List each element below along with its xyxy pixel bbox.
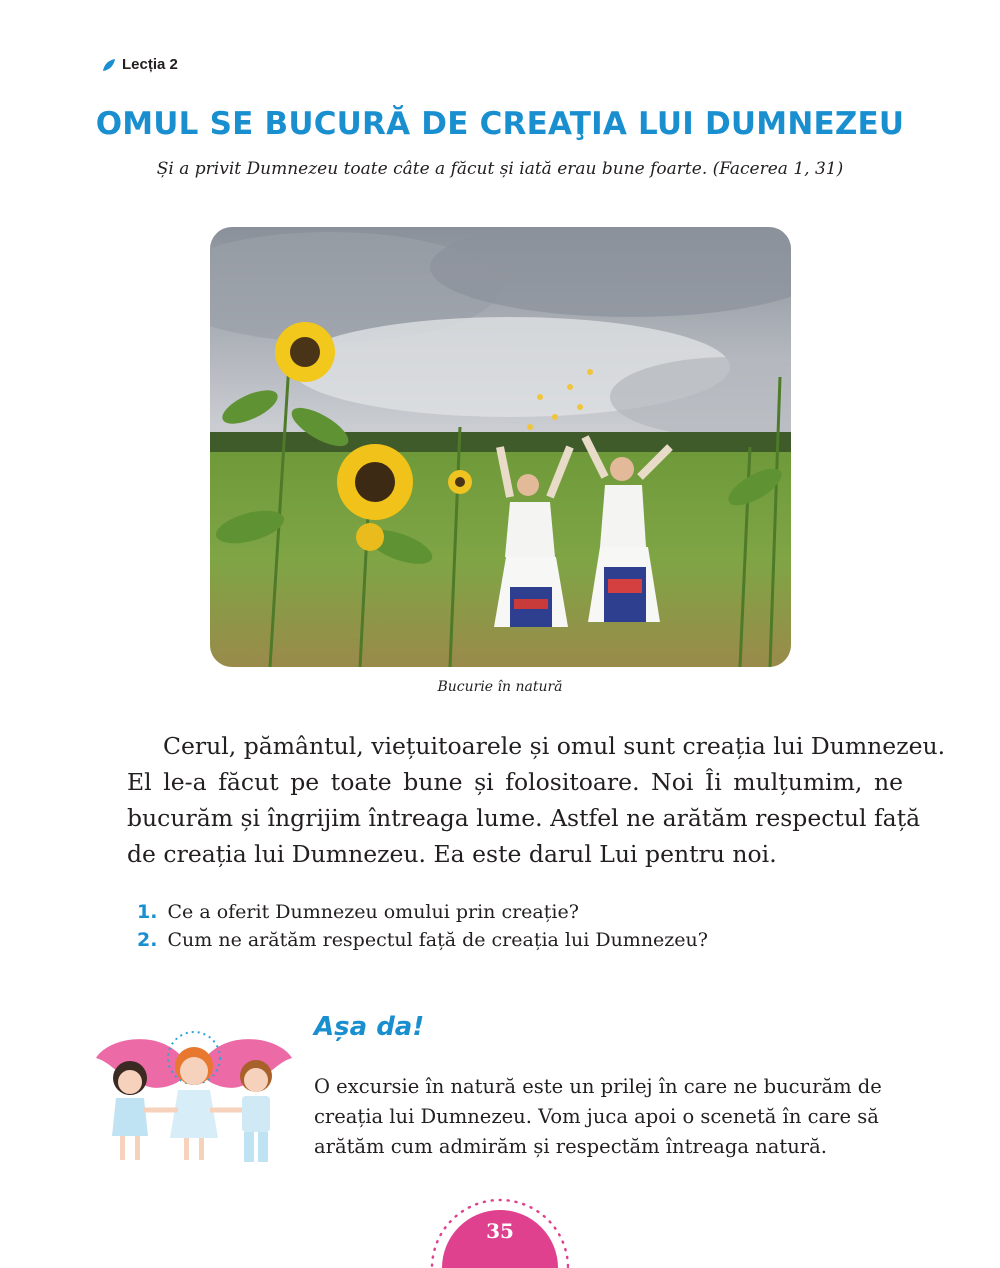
sunflower-1 bbox=[275, 322, 335, 382]
question-number: 2. bbox=[137, 929, 158, 951]
paragraph-line: Cerul, pământul, viețuitoarele și omul sunt creația lui Dumnezeu. bbox=[163, 732, 946, 760]
leaf-icon bbox=[102, 58, 116, 72]
page-title: OMUL SE BUCURĂ DE CREAŢIA LUI DUMNEZEU bbox=[95, 106, 905, 142]
asa-da-text bbox=[314, 1072, 894, 1162]
question-list bbox=[137, 898, 708, 954]
photo-caption: Bucurie în natură bbox=[437, 679, 563, 695]
paragraph-line: bucurăm și îngrijim întreaga lume. Astfel ne arătăm respectul față bbox=[127, 804, 921, 832]
asa-da-line: O excursie în natură este un prilej în care ne bucurăm de bbox=[314, 1075, 882, 1098]
question-number: 1. bbox=[137, 901, 158, 923]
sunflower-field-photo bbox=[210, 227, 791, 667]
paragraph-line: de creația lui Dumnezeu. Ea este darul Lui pentru noi. bbox=[127, 840, 777, 868]
question-item bbox=[137, 926, 708, 954]
asa-da-heading: Așa da! bbox=[314, 1012, 425, 1042]
page-number: 35 bbox=[486, 1219, 514, 1243]
paragraph-line: El le-a făcut pe toate bune și folositoare. Noi Îi mulțumim, ne bbox=[127, 768, 903, 796]
main-paragraph bbox=[127, 728, 946, 872]
lesson-label-text: Lecția 2 bbox=[122, 56, 178, 73]
question-text: Ce a oferit Dumnezeu omului prin creație? bbox=[167, 901, 579, 923]
question-text: Cum ne arătăm respectul față de creația lui Dumnezeu? bbox=[167, 929, 708, 951]
lesson-label bbox=[102, 56, 178, 73]
bible-quote: Și a privit Dumnezeu toate câte a făcut și iată erau bune foarte. (Facerea 1, 31) bbox=[156, 159, 844, 179]
question-item bbox=[137, 898, 708, 926]
angel-children-illustration bbox=[88, 1018, 300, 1172]
asa-da-line: arătăm cum admirăm și respectăm întreaga natură. bbox=[314, 1135, 827, 1158]
photo-illustration bbox=[210, 227, 791, 667]
asa-da-line: creația lui Dumnezeu. Vom juca apoi o scenetă în care să bbox=[314, 1105, 879, 1128]
